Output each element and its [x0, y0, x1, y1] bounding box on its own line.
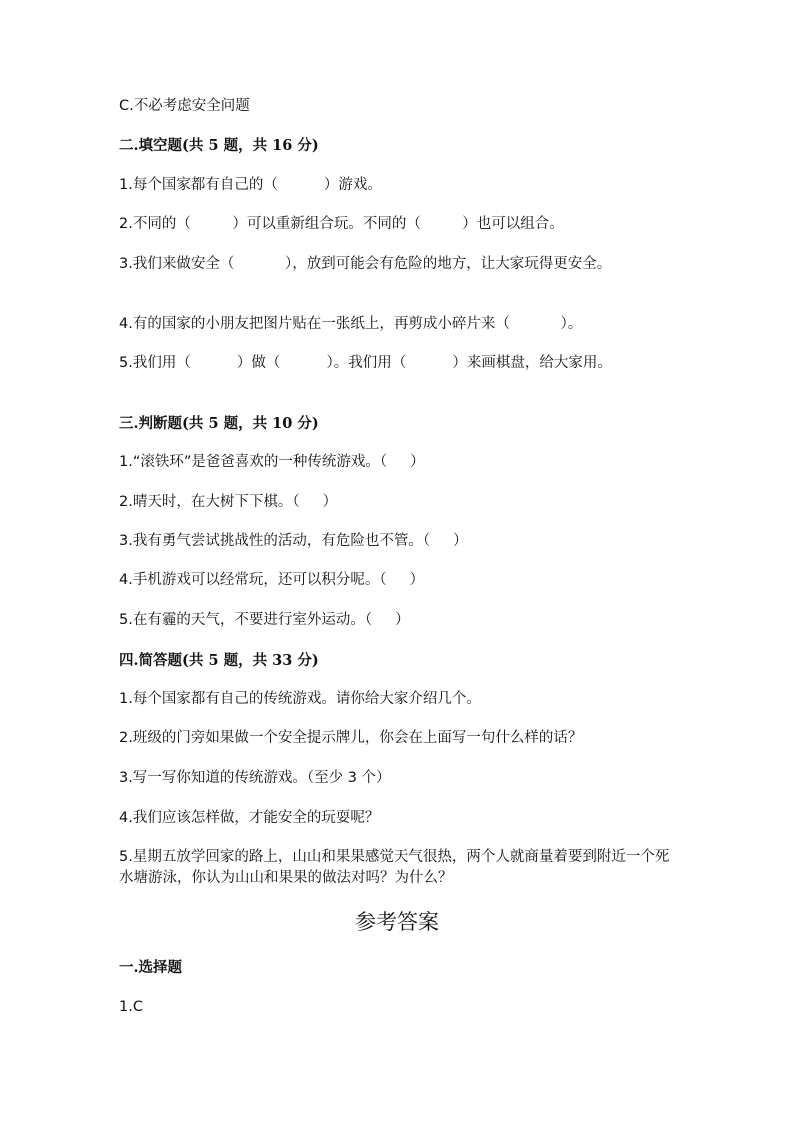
option-c: C.不必考虑安全问题 [119, 98, 250, 114]
section-4-heading: 四.简答题(共 5 题，共 33 分) [119, 652, 319, 669]
fill-question-2: 2.不同的（ ）可以重新组合玩。不同的（ ）也可以组合。 [119, 216, 564, 232]
fill-question-3: 3.我们来做安全（ ），放到可能会有危险的地方，让大家玩得更安全。 [119, 256, 612, 272]
short-question-4: 4.我们应该怎样做，才能安全的玩耍呢？ [119, 810, 380, 826]
fill-question-5: 5.我们用（ ）做（ ）。我们用（ ）来画棋盘，给大家用。 [119, 355, 612, 371]
judge-question-1: 1.“滚铁环”是爸爸喜欢的一种传统游戏。（ ） [119, 454, 425, 470]
short-question-5: 5.星期五放学回家的路上，山山和果果感觉天气很热，两个人就商量着要到附近一个死水塘游泳，你认为山山和果果的做法对吗？为什么？ [119, 849, 670, 886]
answers-section-1-heading: 一.选择题 [119, 959, 183, 976]
fill-question-4: 4.有的国家的小朋友把图片贴在一张纸上，再剪成小碎片来（ ）。 [119, 316, 583, 332]
short-question-1: 1.每个国家都有自己的传统游戏。请你给大家介绍几个。 [119, 691, 481, 707]
judge-question-2: 2.晴天时，在大树下下棋。（ ） [119, 494, 338, 510]
section-2-heading: 二.填空题(共 5 题，共 16 分) [119, 137, 319, 154]
short-question-3: 3.写一写你知道的传统游戏。（至少 3 个） [119, 770, 391, 786]
fill-question-1: 1.每个国家都有自己的（ ）游戏。 [119, 177, 382, 193]
judge-question-3: 3.我有勇气尝试挑战性的活动，有危险也不管。（ ） [119, 533, 468, 549]
short-question-2: 2.班级的门旁如果做一个安全提示牌儿，你会在上面写一句什么样的话？ [119, 730, 583, 746]
judge-question-4: 4.手机游戏可以经常玩，还可以积分呢。（ ） [119, 572, 425, 588]
answers-title: 参考答案 [355, 910, 439, 934]
judge-question-5: 5.在有霾的天气，不要进行室外运动。（ ） [119, 612, 410, 628]
answer-1: 1.C [119, 999, 143, 1015]
section-3-heading: 三.判断题(共 5 题，共 10 分) [119, 415, 319, 432]
